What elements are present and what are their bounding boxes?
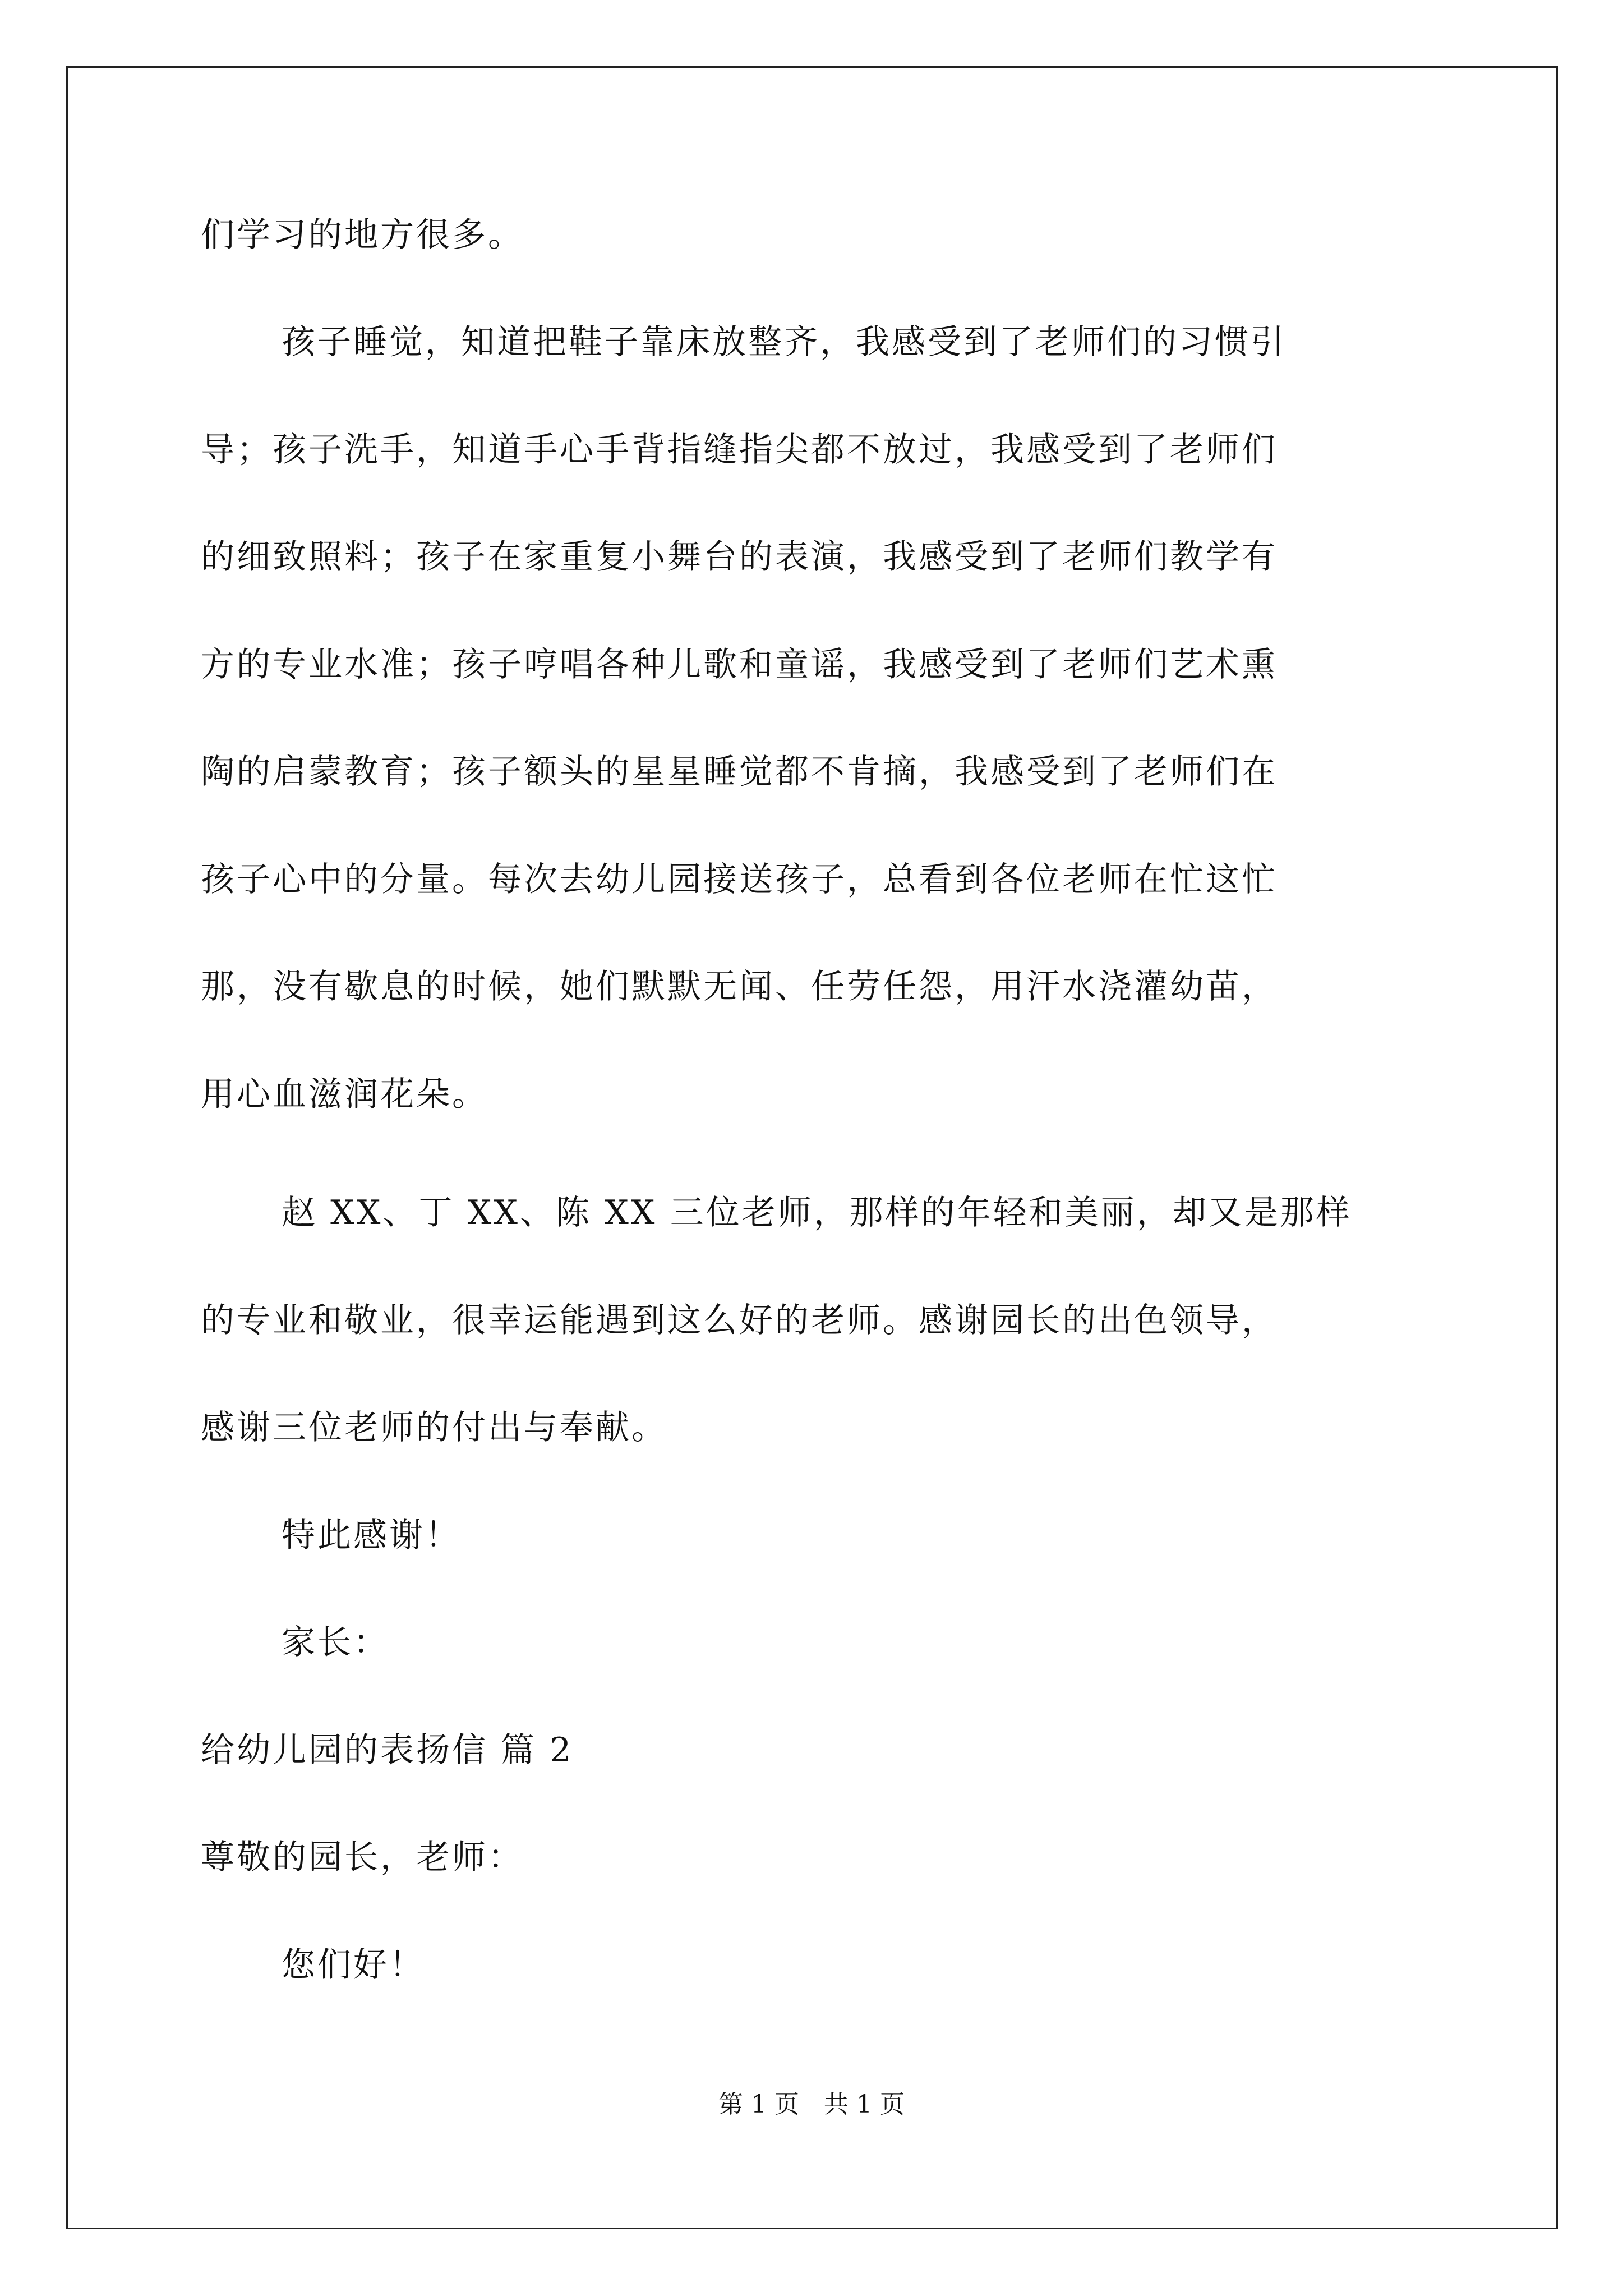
- text-line: 们学习的地方很多。: [201, 215, 524, 255]
- text-line: 的细致照料；孩子在家重复小舞台的表演，我感受到了老师们教学有: [201, 537, 1278, 577]
- text-line: 孩子睡觉，知道把鞋子靠床放整齐，我感受到了老师们的习惯引: [282, 323, 1287, 362]
- text-line: 方的专业水准；孩子哼唱各种儿歌和童谣，我感受到了老师们艺术熏: [201, 645, 1278, 684]
- text-line: 赵 XX、丁 XX、陈 XX 三位老师，那样的年轻和美丽，却又是那样: [282, 1193, 1352, 1232]
- text-line: 的专业和敬业，很幸运能遇到这么好的老师。感谢园长的出色领导，: [201, 1301, 1278, 1340]
- page-footer: 第 1 页 共 1 页: [718, 2090, 905, 2119]
- text-line: 家长：: [282, 1623, 389, 1662]
- salutation: 尊敬的园长，老师：: [201, 1838, 524, 1877]
- text-line: 孩子心中的分量。每次去幼儿园接送孩子，总看到各位老师在忙这忙: [201, 860, 1278, 899]
- page-border: [66, 66, 1558, 2229]
- text-line: 感谢三位老师的付出与奉献。: [201, 1408, 667, 1447]
- greeting: 您们好！: [282, 1945, 425, 1985]
- text-line: 导；孩子洗手，知道手心手背指缝指尖都不放过，我感受到了老师们: [201, 430, 1278, 470]
- text-line: 特此感谢！: [282, 1516, 461, 1555]
- text-line: 那，没有歇息的时候，她们默默无闻、任劳任怨，用汗水浇灌幼苗，: [201, 967, 1278, 1006]
- section-heading: 给幼儿园的表扬信 篇 2: [201, 1731, 574, 1770]
- text-line: 陶的启蒙教育；孩子额头的星星睡觉都不肯摘，我感受到了老师们在: [201, 752, 1278, 792]
- text-line: 用心血滋润花朵。: [201, 1075, 488, 1114]
